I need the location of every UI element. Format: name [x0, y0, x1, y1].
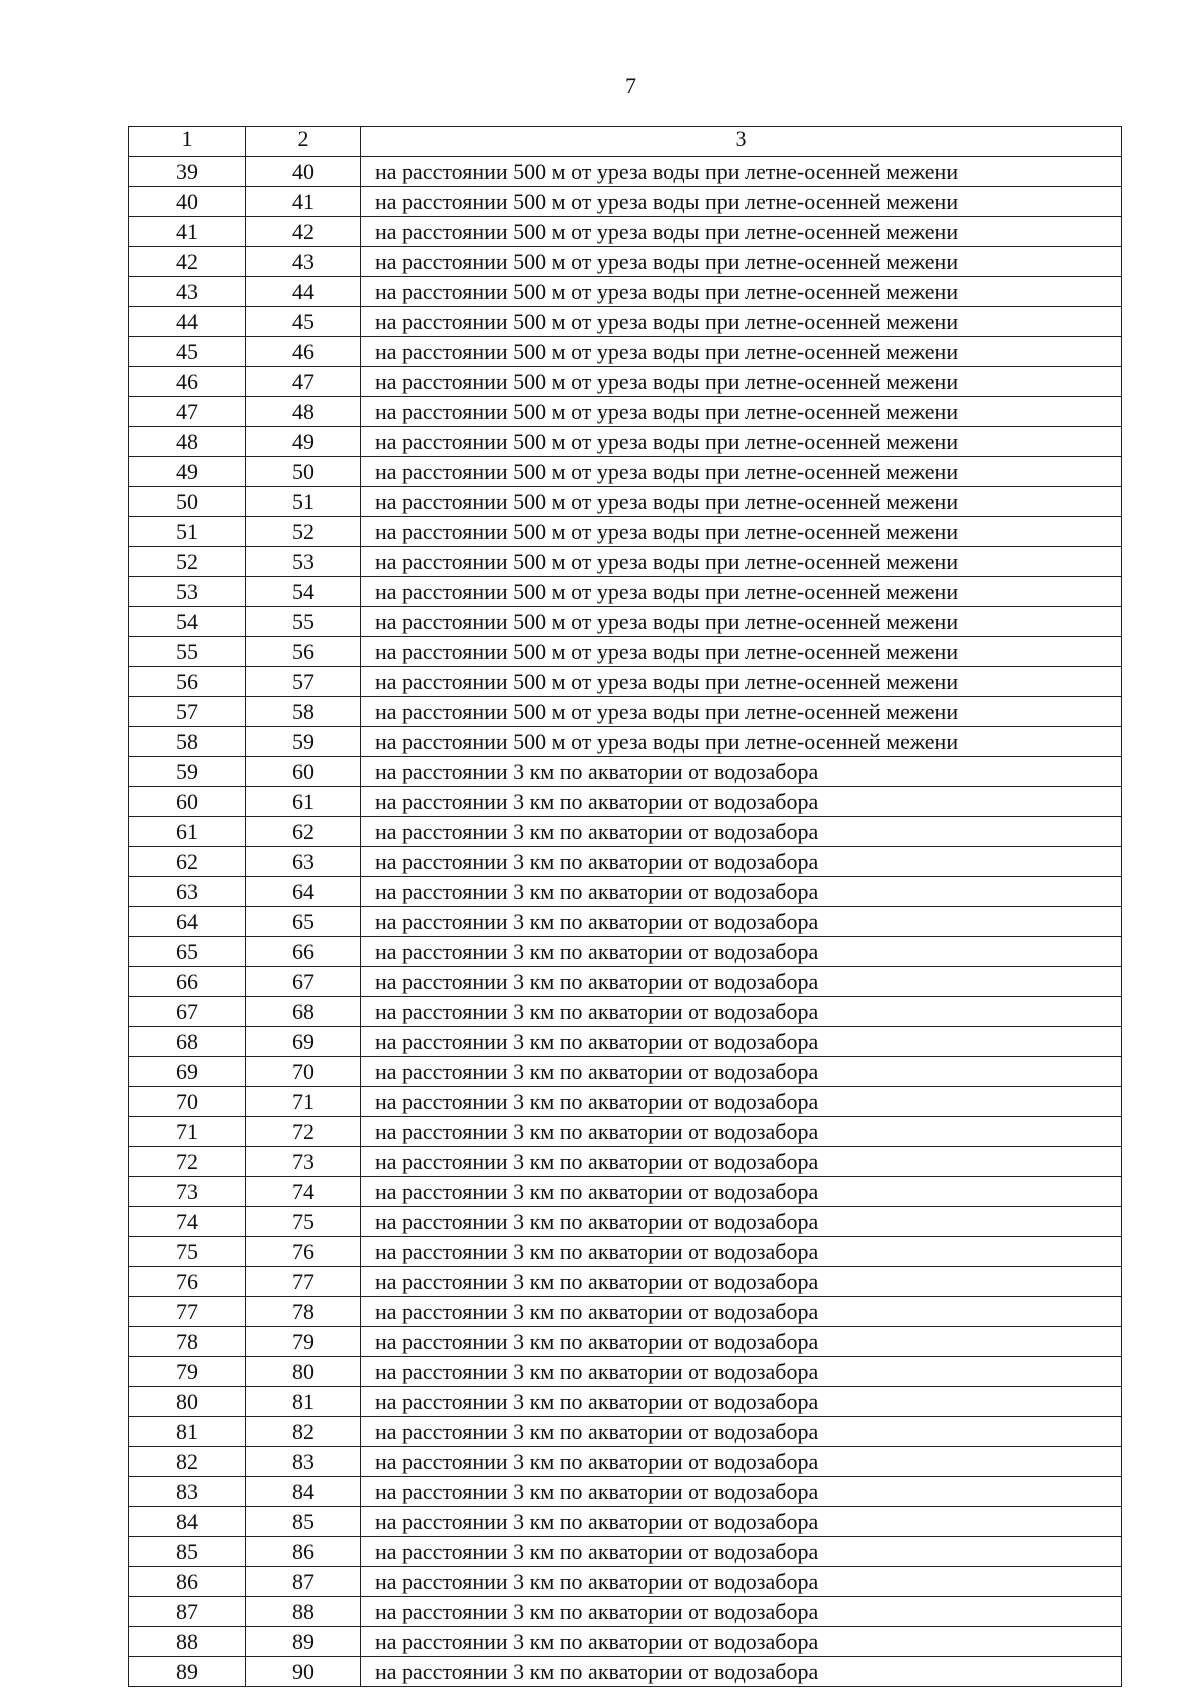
- table-row: [129, 1627, 1122, 1657]
- cell-col2: 68: [246, 997, 361, 1027]
- cell-col2: 67: [246, 967, 361, 997]
- cell-col2: 59: [246, 727, 361, 757]
- table-row: [129, 247, 1122, 277]
- table-row: [129, 667, 1122, 697]
- table-row: [129, 877, 1122, 907]
- table-row: [129, 907, 1122, 937]
- cell-col1: 64: [129, 907, 246, 937]
- table-row: [129, 1237, 1122, 1267]
- cell-col1: 76: [129, 1267, 246, 1297]
- cell-col3: на расстоянии 500 м от уреза воды при летне-осенней межени: [361, 457, 1122, 487]
- cell-col1: 56: [129, 667, 246, 697]
- table-row: [129, 277, 1122, 307]
- cell-col2: 87: [246, 1567, 361, 1597]
- cell-col1: 44: [129, 307, 246, 337]
- cell-col2: 80: [246, 1357, 361, 1387]
- cell-col2: 43: [246, 247, 361, 277]
- table-row: [129, 1387, 1122, 1417]
- table-row: [129, 727, 1122, 757]
- cell-col3: на расстоянии 500 м от уреза воды при летне-осенней межени: [361, 427, 1122, 457]
- cell-col2: 66: [246, 937, 361, 967]
- cell-col1: 67: [129, 997, 246, 1027]
- cell-col3: на расстоянии 3 км по акватории от водозабора: [361, 1177, 1122, 1207]
- cell-col1: 74: [129, 1207, 246, 1237]
- cell-col2: 85: [246, 1507, 361, 1537]
- cell-col1: 73: [129, 1177, 246, 1207]
- cell-col3: на расстоянии 500 м от уреза воды при летне-осенней межени: [361, 307, 1122, 337]
- cell-col3: на расстоянии 3 км по акватории от водозабора: [361, 1417, 1122, 1447]
- table-row: [129, 1027, 1122, 1057]
- cell-col2: 57: [246, 667, 361, 697]
- cell-col3: на расстоянии 500 м от уреза воды при летне-осенней межени: [361, 217, 1122, 247]
- table-row: [129, 1147, 1122, 1177]
- cell-col3: на расстоянии 500 м от уреза воды при летне-осенней межени: [361, 637, 1122, 667]
- table-row: [129, 1207, 1122, 1237]
- cell-col3: на расстоянии 500 м от уреза воды при летне-осенней межени: [361, 547, 1122, 577]
- cell-col3: на расстоянии 3 км по акватории от водозабора: [361, 1087, 1122, 1117]
- column-header-3: 3: [361, 127, 1122, 157]
- cell-col1: 79: [129, 1357, 246, 1387]
- cell-col1: 59: [129, 757, 246, 787]
- cell-col2: 46: [246, 337, 361, 367]
- table-row: [129, 1357, 1122, 1387]
- cell-col2: 86: [246, 1537, 361, 1567]
- cell-col2: 62: [246, 817, 361, 847]
- cell-col1: 83: [129, 1477, 246, 1507]
- table-row: [129, 937, 1122, 967]
- cell-col1: 66: [129, 967, 246, 997]
- cell-col2: 48: [246, 397, 361, 427]
- table-row: [129, 1297, 1122, 1327]
- table-row: [129, 1267, 1122, 1297]
- cell-col1: 51: [129, 517, 246, 547]
- cell-col1: 49: [129, 457, 246, 487]
- cell-col2: 90: [246, 1657, 361, 1687]
- cell-col2: 73: [246, 1147, 361, 1177]
- table-row: [129, 637, 1122, 667]
- cell-col3: на расстоянии 3 км по акватории от водозабора: [361, 1387, 1122, 1417]
- table-row: [129, 307, 1122, 337]
- cell-col3: на расстоянии 3 км по акватории от водозабора: [361, 1057, 1122, 1087]
- cell-col2: 69: [246, 1027, 361, 1057]
- cell-col2: 77: [246, 1267, 361, 1297]
- cell-col3: на расстоянии 3 км по акватории от водозабора: [361, 847, 1122, 877]
- cell-col3: на расстоянии 3 км по акватории от водозабора: [361, 1537, 1122, 1567]
- cell-col1: 63: [129, 877, 246, 907]
- cell-col3: на расстоянии 3 км по акватории от водозабора: [361, 1477, 1122, 1507]
- cell-col2: 79: [246, 1327, 361, 1357]
- table-row: [129, 217, 1122, 247]
- cell-col3: на расстоянии 500 м от уреза воды при летне-осенней межени: [361, 367, 1122, 397]
- cell-col2: 49: [246, 427, 361, 457]
- table-row: [129, 457, 1122, 487]
- cell-col3: на расстоянии 3 км по акватории от водозабора: [361, 757, 1122, 787]
- cell-col3: на расстоянии 3 км по акватории от водозабора: [361, 1117, 1122, 1147]
- cell-col1: 48: [129, 427, 246, 457]
- cell-col3: на расстоянии 3 км по акватории от водозабора: [361, 1657, 1122, 1687]
- table-row: [129, 997, 1122, 1027]
- cell-col1: 43: [129, 277, 246, 307]
- cell-col3: на расстоянии 500 м от уреза воды при летне-осенней межени: [361, 157, 1122, 187]
- cell-col3: на расстоянии 500 м от уреза воды при летне-осенней межени: [361, 697, 1122, 727]
- cell-col1: 68: [129, 1027, 246, 1057]
- cell-col3: на расстоянии 500 м от уреза воды при летне-осенней межени: [361, 667, 1122, 697]
- table-row: [129, 1567, 1122, 1597]
- column-header-1: 1: [129, 127, 246, 157]
- cell-col2: 70: [246, 1057, 361, 1087]
- cell-col1: 40: [129, 187, 246, 217]
- cell-col3: на расстоянии 3 км по акватории от водозабора: [361, 1507, 1122, 1537]
- table-row: [129, 1537, 1122, 1567]
- cell-col2: 50: [246, 457, 361, 487]
- cell-col3: на расстоянии 500 м от уреза воды при летне-осенней межени: [361, 277, 1122, 307]
- table-row: [129, 1117, 1122, 1147]
- cell-col2: 45: [246, 307, 361, 337]
- cell-col1: 58: [129, 727, 246, 757]
- cell-col2: 74: [246, 1177, 361, 1207]
- cell-col2: 41: [246, 187, 361, 217]
- cell-col2: 84: [246, 1477, 361, 1507]
- cell-col2: 81: [246, 1387, 361, 1417]
- table-row: [129, 1087, 1122, 1117]
- cell-col2: 56: [246, 637, 361, 667]
- cell-col3: на расстоянии 3 км по акватории от водозабора: [361, 1027, 1122, 1057]
- table-row: [129, 577, 1122, 607]
- cell-col1: 84: [129, 1507, 246, 1537]
- table-row: [129, 487, 1122, 517]
- cell-col3: на расстоянии 3 км по акватории от водозабора: [361, 1267, 1122, 1297]
- cell-col3: на расстоянии 3 км по акватории от водозабора: [361, 877, 1122, 907]
- cell-col2: 78: [246, 1297, 361, 1327]
- cell-col1: 78: [129, 1327, 246, 1357]
- cell-col2: 47: [246, 367, 361, 397]
- cell-col2: 51: [246, 487, 361, 517]
- column-header-2: 2: [246, 127, 361, 157]
- cell-col3: на расстоянии 3 км по акватории от водозабора: [361, 1567, 1122, 1597]
- table-row: [129, 397, 1122, 427]
- cell-col1: 65: [129, 937, 246, 967]
- cell-col1: 81: [129, 1417, 246, 1447]
- cell-col3: на расстоянии 3 км по акватории от водозабора: [361, 997, 1122, 1027]
- cell-col1: 39: [129, 157, 246, 187]
- cell-col3: на расстоянии 500 м от уреза воды при летне-осенней межени: [361, 577, 1122, 607]
- table-row: [129, 1597, 1122, 1627]
- table-row: [129, 547, 1122, 577]
- cell-col2: 64: [246, 877, 361, 907]
- cell-col1: 47: [129, 397, 246, 427]
- cell-col2: 44: [246, 277, 361, 307]
- table-row: [129, 1327, 1122, 1357]
- table-row: [129, 1057, 1122, 1087]
- cell-col3: на расстоянии 500 м от уреза воды при летне-осенней межени: [361, 247, 1122, 277]
- cell-col1: 88: [129, 1627, 246, 1657]
- cell-col1: 45: [129, 337, 246, 367]
- table-row: [129, 367, 1122, 397]
- table-row: [129, 1417, 1122, 1447]
- table-row: [129, 157, 1122, 187]
- cell-col2: 83: [246, 1447, 361, 1477]
- table-row: [129, 607, 1122, 637]
- cell-col3: на расстоянии 3 км по акватории от водозабора: [361, 907, 1122, 937]
- table-row: [129, 1477, 1122, 1507]
- table-body: [129, 157, 1122, 1687]
- cell-col1: 75: [129, 1237, 246, 1267]
- cell-col3: на расстоянии 500 м от уреза воды при летне-осенней межени: [361, 517, 1122, 547]
- cell-col3: на расстоянии 500 м от уреза воды при летне-осенней межени: [361, 487, 1122, 517]
- cell-col3: на расстоянии 500 м от уреза воды при летне-осенней межени: [361, 607, 1122, 637]
- cell-col3: на расстоянии 500 м от уреза воды при летне-осенней межени: [361, 187, 1122, 217]
- cell-col1: 82: [129, 1447, 246, 1477]
- data-table: [128, 126, 1122, 1687]
- cell-col2: 82: [246, 1417, 361, 1447]
- cell-col1: 70: [129, 1087, 246, 1117]
- cell-col1: 85: [129, 1537, 246, 1567]
- cell-col1: 41: [129, 217, 246, 247]
- cell-col3: на расстоянии 3 км по акватории от водозабора: [361, 1327, 1122, 1357]
- cell-col2: 54: [246, 577, 361, 607]
- table-row: [129, 1657, 1122, 1687]
- cell-col2: 55: [246, 607, 361, 637]
- cell-col3: на расстоянии 3 км по акватории от водозабора: [361, 1447, 1122, 1477]
- cell-col1: 54: [129, 607, 246, 637]
- table-row: [129, 1507, 1122, 1537]
- cell-col1: 86: [129, 1567, 246, 1597]
- cell-col2: 42: [246, 217, 361, 247]
- cell-col1: 50: [129, 487, 246, 517]
- cell-col3: на расстоянии 3 км по акватории от водозабора: [361, 1207, 1122, 1237]
- cell-col3: на расстоянии 3 км по акватории от водозабора: [361, 937, 1122, 967]
- cell-col1: 60: [129, 787, 246, 817]
- cell-col2: 76: [246, 1237, 361, 1267]
- cell-col2: 65: [246, 907, 361, 937]
- table-row: [129, 787, 1122, 817]
- cell-col3: на расстоянии 3 км по акватории от водозабора: [361, 787, 1122, 817]
- cell-col1: 46: [129, 367, 246, 397]
- cell-col3: на расстоянии 3 км по акватории от водозабора: [361, 1357, 1122, 1387]
- cell-col1: 57: [129, 697, 246, 727]
- cell-col2: 52: [246, 517, 361, 547]
- table-row: [129, 337, 1122, 367]
- table-row: [129, 427, 1122, 457]
- cell-col1: 72: [129, 1147, 246, 1177]
- table-row: [129, 847, 1122, 877]
- table-row: [129, 517, 1122, 547]
- table-row: [129, 187, 1122, 217]
- cell-col3: на расстоянии 500 м от уреза воды при летне-осенней межени: [361, 727, 1122, 757]
- cell-col3: на расстоянии 500 м от уреза воды при летне-осенней межени: [361, 337, 1122, 367]
- cell-col2: 72: [246, 1117, 361, 1147]
- cell-col2: 40: [246, 157, 361, 187]
- cell-col3: на расстоянии 3 км по акватории от водозабора: [361, 1147, 1122, 1177]
- table-row: [129, 757, 1122, 787]
- cell-col2: 60: [246, 757, 361, 787]
- cell-col3: на расстоянии 3 км по акватории от водозабора: [361, 1627, 1122, 1657]
- cell-col1: 77: [129, 1297, 246, 1327]
- cell-col2: 58: [246, 697, 361, 727]
- page-number: 7: [625, 73, 636, 98]
- cell-col1: 69: [129, 1057, 246, 1087]
- cell-col2: 88: [246, 1597, 361, 1627]
- table-header-row: [129, 127, 1122, 157]
- cell-col1: 89: [129, 1657, 246, 1687]
- cell-col2: 71: [246, 1087, 361, 1117]
- cell-col1: 42: [129, 247, 246, 277]
- cell-col1: 53: [129, 577, 246, 607]
- table-row: [129, 1447, 1122, 1477]
- cell-col2: 75: [246, 1207, 361, 1237]
- table-row: [129, 967, 1122, 997]
- cell-col3: на расстоянии 500 м от уреза воды при летне-осенней межени: [361, 397, 1122, 427]
- table-header: [129, 127, 1122, 157]
- cell-col1: 55: [129, 637, 246, 667]
- cell-col2: 61: [246, 787, 361, 817]
- cell-col1: 80: [129, 1387, 246, 1417]
- table-row: [129, 817, 1122, 847]
- cell-col3: на расстоянии 3 км по акватории от водозабора: [361, 817, 1122, 847]
- cell-col3: на расстоянии 3 км по акватории от водозабора: [361, 1237, 1122, 1267]
- table-row: [129, 697, 1122, 727]
- cell-col1: 87: [129, 1597, 246, 1627]
- cell-col2: 53: [246, 547, 361, 577]
- cell-col3: на расстоянии 3 км по акватории от водозабора: [361, 1597, 1122, 1627]
- cell-col1: 52: [129, 547, 246, 577]
- cell-col2: 63: [246, 847, 361, 877]
- cell-col3: на расстоянии 3 км по акватории от водозабора: [361, 1297, 1122, 1327]
- cell-col2: 89: [246, 1627, 361, 1657]
- cell-col1: 71: [129, 1117, 246, 1147]
- cell-col1: 62: [129, 847, 246, 877]
- cell-col1: 61: [129, 817, 246, 847]
- cell-col3: на расстоянии 3 км по акватории от водозабора: [361, 967, 1122, 997]
- table-row: [129, 1177, 1122, 1207]
